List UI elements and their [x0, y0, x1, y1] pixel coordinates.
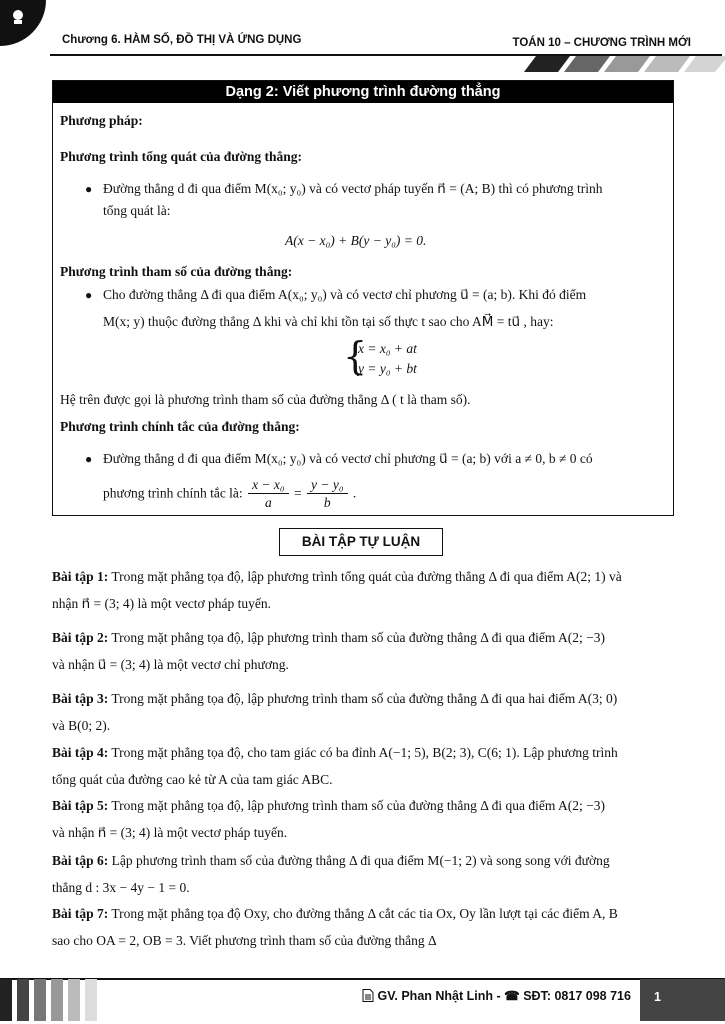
exercise-5 [52, 792, 674, 846]
exercise-4 [52, 739, 674, 793]
exercise-7 [52, 900, 674, 954]
exercise-text-cont: tổng quát của đường cao kẻ từ A của tam giác ABC. [52, 772, 333, 787]
exercise-label: Bài tập 7: [52, 906, 109, 921]
exercise-text-cont: sao cho OA = 2, OB = 3. Viết phương trình tham số của đường thẳng Δ [52, 933, 437, 948]
exercise-label: Bài tập 6: [52, 853, 109, 868]
exercise-text-cont: và nhận u⃗ = (3; 4) là một vectơ chỉ phương. [52, 657, 289, 672]
document-icon [362, 989, 374, 1002]
general-equation: A(x − x₀) + B(y − y₀) = 0. [285, 233, 427, 248]
logo-icon [8, 8, 28, 28]
chapter-title: Chương 6. HÀM SỐ, ĐỒ THỊ VÀ ỨNG DỤNG [62, 34, 302, 46]
exercise-text: Trong mặt phẳng tọa độ, lập phương trình tổng quát của đường thẳng Δ đi qua điểm A(2; 1) và [111, 569, 622, 584]
fraction-y-numerator: y − y₀ [307, 477, 348, 494]
exercise-6 [52, 847, 674, 901]
exercise-text: Trong mặt phẳng tọa độ, lập phương trình tham số của đường thẳng Δ đi qua điểm A(2; −3) [111, 630, 605, 645]
bullet-icon: ● [85, 452, 93, 466]
param-equation-x: x = x₀ + at [358, 341, 417, 356]
exercise-label: Bài tập 3: [52, 691, 109, 706]
exercise-label: Bài tập 2: [52, 630, 109, 645]
footer-separator: - [496, 989, 501, 1003]
logo [0, 0, 46, 46]
param-equation-y: y = y₀ + bt [358, 361, 417, 376]
header-stripes [520, 56, 725, 72]
exercise-text-cont: thẳng d : 3x − 4y − 1 = 0. [52, 880, 190, 895]
phone-icon: ☎ [504, 989, 520, 1003]
theory-box [52, 80, 674, 516]
canonical-text-2: phương trình chính tắc là: [103, 485, 243, 501]
exercise-text-cont: và B(0; 2). [52, 718, 111, 733]
exercise-1 [52, 563, 674, 617]
bullet-icon: ● [85, 182, 93, 196]
general-text-2: tổng quát là: [103, 203, 171, 218]
general-heading: Phương trình tổng quát của đường thẳng: [60, 149, 302, 164]
param-heading: Phương trình tham số của đường thẳng: [60, 264, 293, 279]
param-note: Hệ trên được gọi là phương trình tham số của đường thẳng Δ ( t là tham số). [60, 392, 471, 407]
section-title: BÀI TẬP TỰ LUẬN [279, 528, 443, 556]
course-title: TOÁN 10 – CHƯƠNG TRÌNH MỚI [512, 37, 691, 49]
param-system [358, 339, 417, 379]
exercise-text: Trong mặt phẳng tọa độ, lập phương trình tham số của đường thẳng Δ đi qua hai điểm A(3; 0) [111, 691, 618, 706]
fraction-x-denominator: a [264, 495, 272, 510]
canonical-equals: = [293, 485, 302, 501]
param-text-2: M(x; y) thuộc đường thẳng Δ khi và chỉ khi tồn tại số thực t sao cho AM⃗ = tu⃗ , hay: [103, 314, 554, 329]
fraction-y-denominator: b [323, 495, 331, 510]
exercise-label: Bài tập 5: [52, 798, 109, 813]
exercise-text: Trong mặt phẳng tọa độ, lập phương trình tham số của đường thẳng Δ đi qua điểm A(2; −3) [111, 798, 605, 813]
canonical-fraction-y [307, 477, 348, 512]
general-text-1: Đường thẳng d đi qua điểm M(x₀; y₀) và có vectơ pháp tuyến n⃗ = (A; B) thì có phương trình [103, 181, 603, 196]
teacher-name: GV. Phan Nhật Linh [377, 989, 494, 1003]
param-text-1: Cho đường thẳng Δ đi qua điểm A(x₀; y₀) và có vectơ chỉ phương u⃗ = (a; b). Khi đó điểm [103, 287, 587, 302]
system-brace: { [343, 334, 368, 378]
exercise-label: Bài tập 4: [52, 745, 109, 760]
canonical-period: . [352, 485, 357, 501]
footer-bars [0, 979, 110, 1021]
exercise-label: Bài tập 1: [52, 569, 109, 584]
canonical-text-1: Đường thẳng d đi qua điểm M(x₀; y₀) và có vectơ chỉ phương u⃗ = (a; b) với a ≠ 0, b ≠ 0 có [103, 451, 593, 466]
canonical-fraction-x [248, 477, 289, 512]
exercise-text: Trong mặt phẳng tọa độ, cho tam giác có ba đỉnh A(−1; 5), B(2; 3), C(6; 1). Lập phương trình [111, 745, 618, 760]
exercise-text: Lập phương trình tham số của đường thẳng Δ đi qua điểm M(−1; 2) và song song với đường [111, 853, 610, 868]
exercise-text-cont: nhận n⃗ = (3; 4) là một vectơ pháp tuyến. [52, 596, 272, 611]
canonical-line-2 [103, 477, 356, 512]
bullet-icon: ● [85, 288, 93, 302]
footer-contact [362, 988, 631, 1003]
exercise-3 [52, 685, 674, 739]
exercise-2 [52, 624, 674, 678]
fraction-x-numerator: x − x₀ [248, 477, 289, 494]
exercise-text: Trong mặt phẳng tọa độ Oxy, cho đường thẳng Δ cắt các tia Ox, Oy lần lượt tại các điểm A, B [111, 906, 618, 921]
canonical-heading: Phương trình chính tắc của đường thẳng: [60, 419, 300, 434]
page-number: 1 [640, 979, 725, 1021]
teacher-phone: SĐT: 0817 098 716 [523, 989, 631, 1003]
exercise-text-cont: và nhận n⃗ = (3; 4) là một vectơ pháp tuyến. [52, 825, 288, 840]
method-label: Phương pháp: [60, 113, 143, 128]
box-title: Dạng 2: Viết phương trình đường thẳng [53, 81, 673, 103]
